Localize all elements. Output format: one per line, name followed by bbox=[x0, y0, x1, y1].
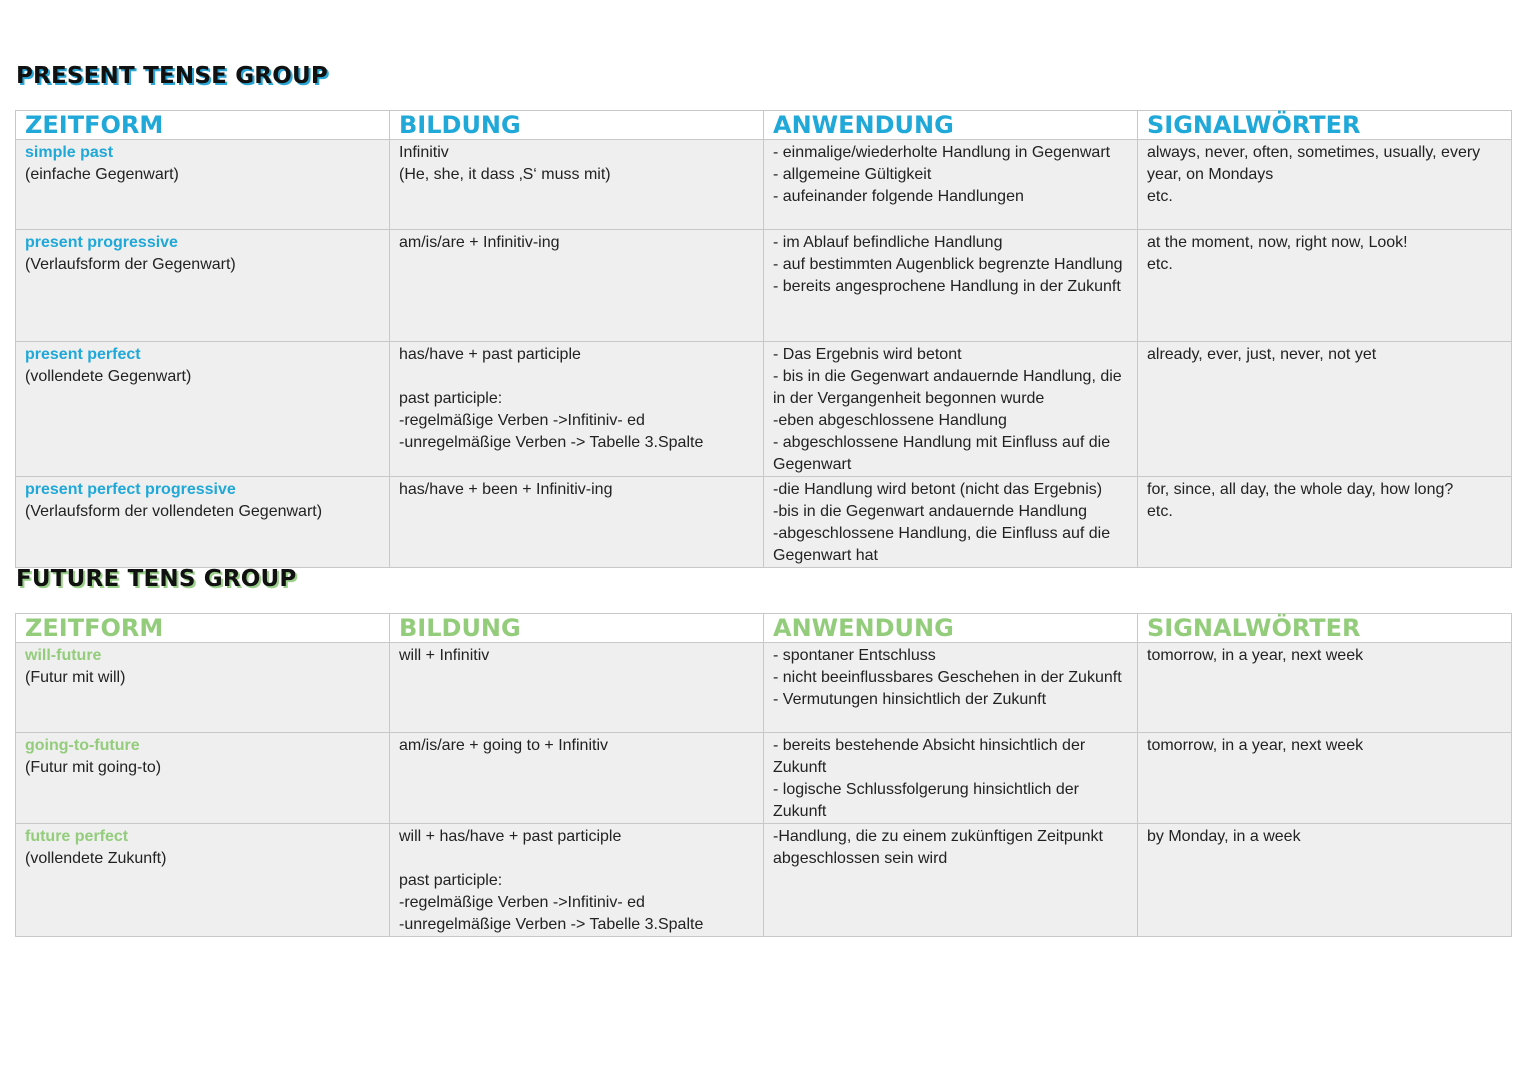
table-row bbox=[16, 643, 1512, 733]
tense-name: going-to-future bbox=[25, 737, 140, 754]
zeitform-cell bbox=[16, 342, 390, 477]
bildung-cell: am/is/are + going to + Infinitiv bbox=[390, 733, 764, 824]
zeitform-cell bbox=[16, 643, 390, 733]
bildung-cell: Infinitiv (He, she, it dass ‚S‘ muss mit) bbox=[390, 140, 764, 230]
anwendung-cell: -die Handlung wird betont (nicht das Ergebnis) -bis in die Gegenwart andauernde Handlung -abgeschlossene Handlung, die Einfluss auf die Gegenwart hat bbox=[764, 477, 1138, 568]
table-row bbox=[16, 342, 1512, 477]
header-bildung: BILDUNG bbox=[390, 614, 764, 643]
tense-name: will-future bbox=[25, 647, 102, 664]
tense-name: present progressive bbox=[25, 234, 178, 251]
bildung-cell: will + has/have + past participle past participle: -regelmäßige Verben ->Infitiniv- ed -unregelmäßige Verben -> Tabelle 3.Spalte bbox=[390, 824, 764, 937]
table-row bbox=[16, 477, 1512, 568]
header-zeitform: ZEITFORM bbox=[16, 111, 390, 140]
tense-name: simple past bbox=[25, 144, 114, 161]
signal-cell: at the moment, now, right now, Look! etc. bbox=[1138, 230, 1512, 342]
anwendung-cell: - spontaner Entschluss - nicht beeinflussbares Geschehen in der Zukunft - Vermutungen hinsichtlich der Zukunft bbox=[764, 643, 1138, 733]
zeitform-cell bbox=[16, 140, 390, 230]
table-row bbox=[16, 824, 1512, 937]
anwendung-cell: -Handlung, die zu einem zukünftigen Zeitpunkt abgeschlossen sein wird bbox=[764, 824, 1138, 937]
table-row bbox=[16, 733, 1512, 824]
signal-cell: tomorrow, in a year, next week bbox=[1138, 733, 1512, 824]
present-group-title: PRESENT TENSE GROUP bbox=[16, 63, 328, 89]
header-signalwoerter: SIGNALWÖRTER bbox=[1138, 614, 1512, 643]
signal-cell: tomorrow, in a year, next week bbox=[1138, 643, 1512, 733]
signal-cell: always, never, often, sometimes, usually, every year, on Mondays etc. bbox=[1138, 140, 1512, 230]
table-header-row bbox=[16, 111, 1512, 140]
signal-cell: for, since, all day, the whole day, how long? etc. bbox=[1138, 477, 1512, 568]
bildung-cell: has/have + been + Infinitiv-ing bbox=[390, 477, 764, 568]
signal-cell: already, ever, just, never, not yet bbox=[1138, 342, 1512, 477]
present-tense-table bbox=[15, 110, 1512, 568]
tense-name-de: (Verlaufsform der Gegenwart) bbox=[25, 256, 236, 273]
anwendung-cell: - Das Ergebnis wird betont - bis in die Gegenwart andauernde Handlung, die in der Vergangenheit begonnen wurde -eben abgeschlossene Handlung - abgeschlossene Handlung mit Einfluss auf die Gegenwart bbox=[764, 342, 1138, 477]
tense-name-de: (Futur mit will) bbox=[25, 669, 126, 686]
header-anwendung: ANWENDUNG bbox=[764, 111, 1138, 140]
zeitform-cell bbox=[16, 230, 390, 342]
tense-name-de: (Verlaufsform der vollendeten Gegenwart) bbox=[25, 503, 323, 520]
tense-name-de: (vollendete Gegenwart) bbox=[25, 368, 192, 385]
header-anwendung: ANWENDUNG bbox=[764, 614, 1138, 643]
tense-name-de: (Futur mit going-to) bbox=[25, 759, 162, 776]
bildung-cell: am/is/are + Infinitiv-ing bbox=[390, 230, 764, 342]
table-row bbox=[16, 140, 1512, 230]
header-signalwoerter: SIGNALWÖRTER bbox=[1138, 111, 1512, 140]
anwendung-cell: - bereits bestehende Absicht hinsichtlich der Zukunft - logische Schlussfolgerung hinsichtlich der Zukunft bbox=[764, 733, 1138, 824]
future-tense-table bbox=[15, 613, 1512, 937]
tense-name: present perfect bbox=[25, 346, 141, 363]
zeitform-cell bbox=[16, 824, 390, 937]
table-row bbox=[16, 230, 1512, 342]
signal-cell: by Monday, in a week bbox=[1138, 824, 1512, 937]
bildung-cell: has/have + past participle past participle: -regelmäßige Verben ->Infitiniv- ed -unregelmäßige Verben -> Tabelle 3.Spalte bbox=[390, 342, 764, 477]
bildung-cell: will + Infinitiv bbox=[390, 643, 764, 733]
tense-name-de: (vollendete Zukunft) bbox=[25, 850, 167, 867]
header-zeitform: ZEITFORM bbox=[16, 614, 390, 643]
anwendung-cell: - einmalige/wiederholte Handlung in Gegenwart - allgemeine Gültigkeit - aufeinander folgende Handlungen bbox=[764, 140, 1138, 230]
zeitform-cell bbox=[16, 733, 390, 824]
future-group-title: FUTURE TENS GROUP bbox=[16, 566, 297, 592]
tense-name-de: (einfache Gegenwart) bbox=[25, 166, 179, 183]
table-header-row bbox=[16, 614, 1512, 643]
anwendung-cell: - im Ablauf befindliche Handlung - auf bestimmten Augenblick begrenzte Handlung - bereits angesprochene Handlung in der Zukunft bbox=[764, 230, 1138, 342]
zeitform-cell bbox=[16, 477, 390, 568]
header-bildung: BILDUNG bbox=[390, 111, 764, 140]
tense-name: future perfect bbox=[25, 828, 129, 845]
tense-name: present perfect progressive bbox=[25, 481, 236, 498]
